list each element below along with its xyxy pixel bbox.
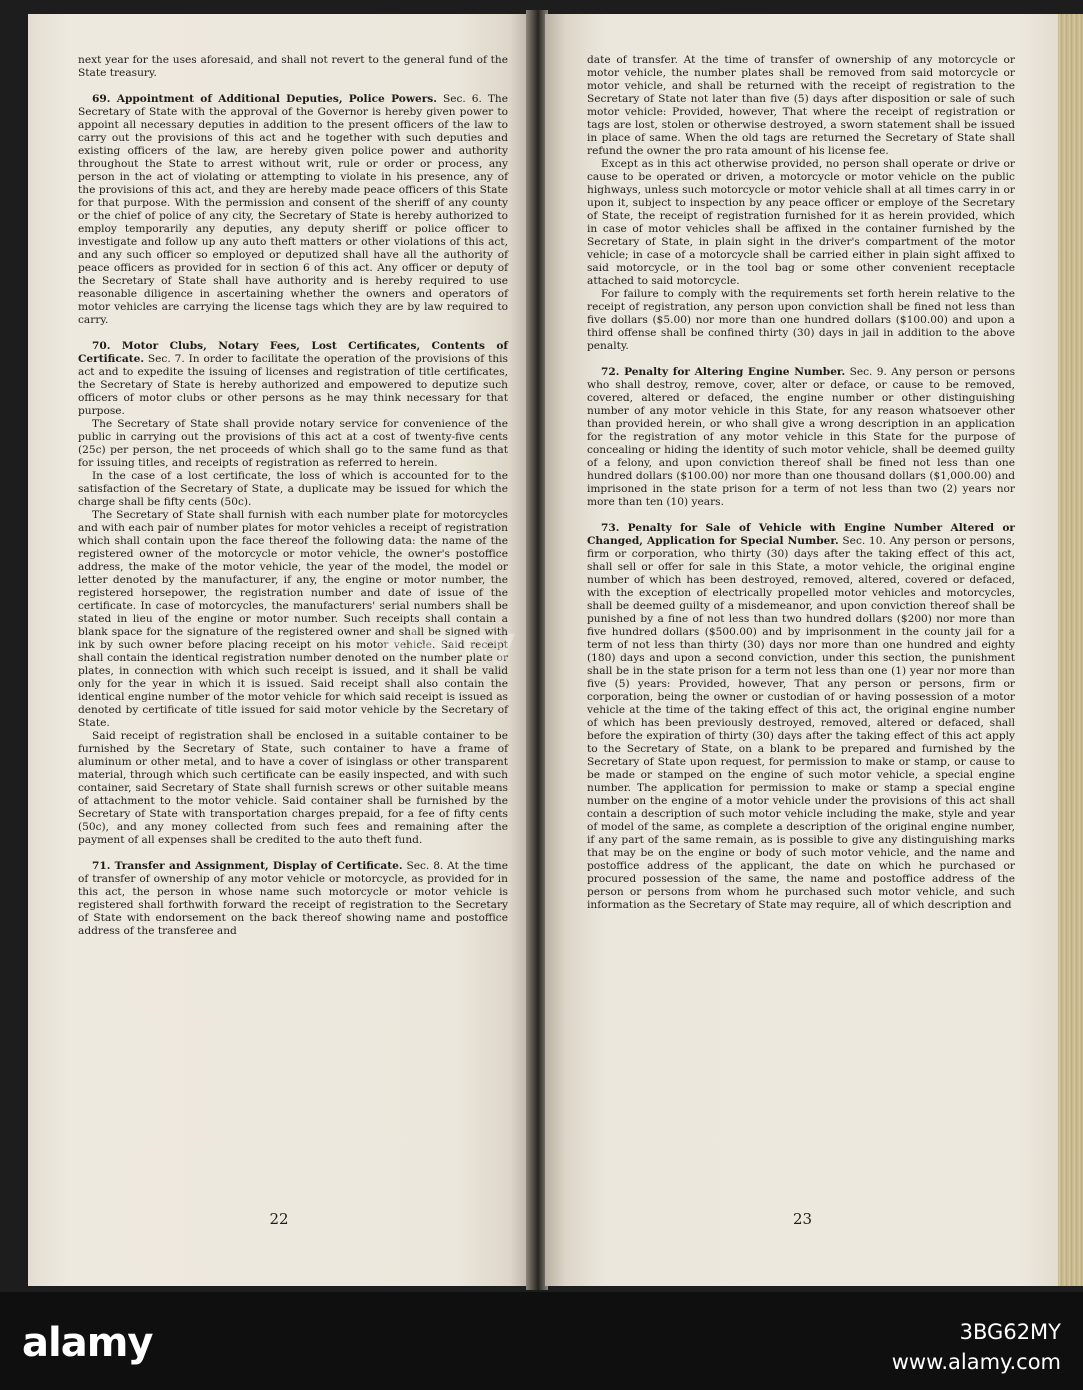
section-heading: 71. Transfer and Assignment, Display of Certificate. [92,860,403,872]
right-page [545,14,1060,1286]
section-72: 72. Penalty for Altering Engine Number. Sec. 9. Any person or persons who shall destroy, remove, cover, alter or deface, or cause to be removed, covered, altered or defaced, the engine number or other distinguishing number of any motor vehicle in this State, for any reason whatsoever other than provided herein, or who shall give a wrong description in an application for the registration of any motor vehicle in this State for the purpose of concealing or hiding the identity of such motor vehicle, shall be deemed guilty of a felony, and upon conviction thereof shall be fined not less than one hundred dollars ($100.00) nor more than one thousand dollars ($1,000.00) and imprisoned in the state prison for a term of not less than two (2) years nor more than ten (10) years. [587,366,1015,508]
paragraph: For failure to comply with the requirements set forth herein relative to the receipt of registration, any person upon conviction shall be fined not less than five dollars ($5.00) nor more than one hundred dollars ($100.00) and upon a third offense shall be confined thirty (30) days in jail in addition to the above penalty. [587,288,1015,352]
left-page-text [78,54,508,938]
paragraph: next year for the uses aforesaid, and shall not revert to the general fund of the State treasury. [78,54,508,79]
paragraph: In the case of a lost certificate, the loss of which is accounted for to the satisfaction of the Secretary of State, a duplicate may be issued for which the charge shall be fifty cents (50c). [78,470,508,508]
paragraph: Except as in this act otherwise provided, no person shall operate or drive or cause to be operated or driven, a motorcycle or motor vehicle on the public highways, unless such motorcycle or motor vehicle shall at all times carry in or upon it, subject to inspection by any peace officer or employe of the Secretary of State, the receipt of registration furnished for it as herein provided, which in case of motor vehicles shall be affixed in the container furnished by the Secretary of State, in plain sight in the driver's compartment of the motor vehicle; in case of a motorcycle shall be carried either in plain sight affixed to said motorcycle, or in the tool bag or some other convenient receptacle attached to said motorcycle. [587,158,1015,287]
stock-image-id: 3BG62MY [959,1320,1061,1344]
section-heading: 73. Penalty for Sale of Vehicle with Engine Number Altered or Changed, Application for Special Number. [587,522,1015,547]
paragraph: The Secretary of State shall provide notary service for convenience of the public in carrying out the provisions of this act at a cost of twenty-five cents (25c) per person, the net proceeds of which shall go to the same fund as that for issuing titles, and receipts of registration as referred to herein. [78,418,508,469]
page-number: 22 [269,1210,289,1228]
paragraph: date of transfer. At the time of transfer of ownership of any motorcycle or motor vehicle, the number plates shall be removed from said motorcycle or motor vehicle, and shall be returned with the receipt of registration to the Secretary of State not later than five (5) days after disposition or sale of such motor vehicle: Provided, however, That where the receipt of registration or tags are lost, stolen or otherwise destroyed, a sworn statement shall be issued in place of same. When the old tags are returned the Secretary of State shall refund the owner the pro rata amount of his license fee. [587,54,1015,157]
section-71: 71. Transfer and Assignment, Display of Certificate. Sec. 8. At the time of transfer of ownership of any motor vehicle or motorcycle, as provided for in this act, the person in whose name such motorcycle or motor vehicle is registered shall forthwith forward the receipt of registration to the Secretary of State with endorsement on the back thereof showing name and postoffice address of the transferee and [78,860,509,937]
section-69: 69. Appointment of Additional Deputies, Police Powers. Sec. 6. The Secretary of State with the approval of the Governor is hereby given power to appoint all necessary deputies in addition to the present officers of the law to carry out the provisions of this act and he together with such deputies and existing officers of the law, are hereby given police power and authority throughout the State to arrest without writ, rule or order or process, any person in the act of violating or attempting to violate in his presence, any of the provisions of this act, and they are hereby made peace officers of this State for that purpose. With the permission and consent of the sheriff of any county or the chief of police of any city, the Secretary of State is hereby authorized to employ temporarily any deputies, any deputy sheriff or police officer to investigate and follow up any auto theft matters or other violations of this act, and any such officer so employed or deputized shall have all the authority of peace officers as provided for in section 6 of this act. Any officer or deputy of the Secretary of State shall have authority and is hereby required to use reasonable diligence in ascertaining whether the owners and operators of motor vehicles are carrying the license tags which they are by law required to carry. [78,93,508,326]
page-edges [1058,14,1083,1286]
section-73: 73. Penalty for Sale of Vehicle with Engine Number Altered or Changed, Application for Special Number. Sec. 10. Any person or persons, firm or corporation, who thirty (30) days after the taking effect of this act, shall sell or offer for sale in this State, a motor vehicle, the original engine number of which has been destroyed, removed, altered, covered or defaced, with the exception of electrically propelled motor vehicles and motorcycles, shall be deemed guilty of a misdemeanor, and upon conviction thereof shall be punished by a fine of not less than two hundred dollars ($200) nor more than five hundred dollars ($500.00) and by imprisonment in the county jail for a term of not less than thirty (30) days nor more than one hundred and eighty (180) days and upon a second conviction, under this section, the punishment shall be in the state prison for a term not less than one (1) year nor more than five (5) years: Provided, however, That any person or persons, firm or corporation, being the owner or custodian of or having possession of a motor vehicle at the time of the taking effect of this act, the original engine number of which has been previously destroyed, removed, altered or defaced, shall before the expiration of thirty (30) days after the taking effect of this act apply to the Secretary of State, on a blank to be prepared and furnished by the Secretary of State upon request, for permission to make or stamp, or cause to be made or stamped on the engine of such motor vehicle, a special engine number. The application for permission to make or stamp a special engine number on the engine of a motor vehicle under the provisions of this act shall contain a description of such motor vehicle including the make, style and year of model of the same, as complete a description of the original engine number, if any part of the same remain, as is possible to give any distinguishing marks that may be on the engine or body of such motor vehicle, and the name and postoffice address of the applicant, the date on which he purchased or procured possession of the same, the name and postoffice address of the person or persons from whom he purchased such motor vehicle, and such information as the Secretary of State may require, all of which description and [587,522,1015,911]
section-heading: 72. Penalty for Altering Engine Number. [601,366,846,378]
section-heading: 70. Motor Clubs, Notary Fees, Lost Certificates, Contents of Certificate. [78,340,508,365]
right-page-text [587,54,1015,912]
section-heading: 69. Appointment of Additional Deputies, Police Powers. [92,93,437,105]
stock-site-url: www.alamy.com [891,1350,1061,1374]
alamy-logo: alamy [22,1320,153,1366]
paragraph: The Secretary of State shall furnish with each number plate for motorcycles and with each pair of number plates for motor vehicles a receipt of registration which shall contain upon the face thereof the following data: the name of the registered owner of the motorcycle or motor vehicle, the owner's postoffice address, the make of the motor vehicle, the year of the model, the model or letter denoted by the manufacturer, if any, the engine or motor number, the registered horsepower, the registration number and date of issue of the certificate. In case of motorcycles, the manufacturers' serial numbers shall be stated in lieu of the engine or motor number. Such receipts shall contain a blank space for the signature of the registered owner and shall be signed with ink by such owner before placing receipt on his motor vehicle. Said receipt shall contain the identical registration number denoted on the number plate or plates, in connection with which such receipt is issued, and it shall be valid only for the year in which it is issued. Said receipt shall also contain the identical engine number of the motor vehicle for which said receipt is issued as denoted by certificate of title issued for said motor vehicle by the Secretary of State. [78,509,508,729]
paragraph: Said receipt of registration shall be enclosed in a suitable container to be furnished by the Secretary of State, such container to have a frame of aluminum or other metal, and to have a cover of isinglass or other transparent material, through which such certificate can be easily inspected, and with such container, said Secretary of State shall furnish screws or other suitable means of attachment to the motor vehicle. Said container shall be furnished by the Secretary of State with transportation charges prepaid, for a fee of fifty cents (50c), and any money collected from such fees and remaining after the payment of all expenses shall be credited to the auto theft fund. [78,730,508,846]
watermark-logo: alamy [380,620,516,666]
page-number: 23 [792,1210,813,1228]
stock-footer [0,1292,1083,1390]
section-70: 70. Motor Clubs, Notary Fees, Lost Certificates, Contents of Certificate. Sec. 7. In order to facilitate the operation of the provisions of this act and to expedite the issuing of licenses and registration of title certificates, the Secretary of State is hereby authorized and empowered to deputize such officers of motor clubs or other persons as he may think necessary for that purpose. [78,340,508,417]
